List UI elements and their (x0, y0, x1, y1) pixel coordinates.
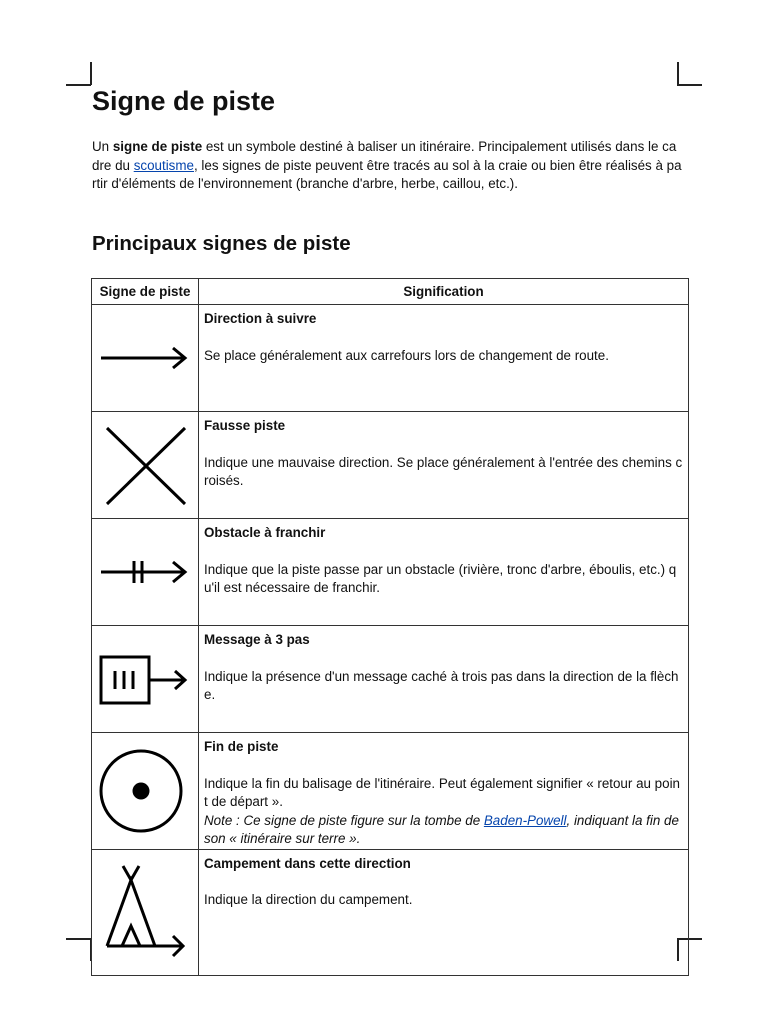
intro-term: signe de piste (112, 139, 203, 154)
sign-cell (92, 519, 199, 626)
sign-title: Campement dans cette direction (204, 855, 411, 871)
message-box-arrow-icon (95, 649, 195, 709)
sign-title: Fausse piste (204, 418, 286, 433)
table-row (92, 733, 689, 850)
table-row (92, 305, 689, 412)
signs-table (91, 278, 689, 976)
meaning-cell (199, 412, 689, 519)
table-header-row (92, 279, 689, 305)
arrow-icon (95, 338, 195, 378)
sign-description: Indique la direction du campement. (204, 892, 413, 907)
tent-arrow-icon (95, 862, 195, 962)
meaning-cell (199, 519, 689, 626)
intro-text-before: Un (92, 139, 113, 154)
sign-cell (92, 305, 199, 412)
sign-description: Se place généralement aux carrefours lors de changement de route. (204, 347, 609, 363)
crop-mark-bottom-left-h (66, 938, 91, 940)
meaning-cell (199, 733, 689, 850)
intro-text-middle: est un symbole destiné à baliser un itinéraire. Principalement utilisés dans le cadre du (92, 139, 677, 173)
crop-mark-top-right-v (677, 62, 679, 85)
meaning-cell (199, 305, 689, 412)
page-title: Signe de piste (92, 86, 276, 116)
baden-powell-link[interactable]: Baden-Powell (483, 812, 567, 828)
sign-cell (92, 849, 199, 975)
sign-cell (92, 626, 199, 733)
sign-title: Obstacle à franchir (204, 525, 326, 540)
obstacle-arrow-icon (95, 552, 195, 592)
table-row (92, 626, 689, 733)
header-sign: Signe de piste (92, 279, 199, 305)
sign-description: Indique la présence d'un message caché à trois pas dans la direction de la flèche. (204, 668, 679, 702)
note-text-before: Note : Ce signe de piste figure sur la tombe de (204, 812, 484, 828)
scoutisme-link[interactable]: scoutisme (133, 157, 194, 173)
sign-description: Indique une mauvaise direction. Se place généralement à l'entrée des chemins croisés. (204, 454, 683, 488)
sign-cell (92, 733, 199, 850)
header-meaning: Signification (199, 279, 689, 305)
sign-note (204, 812, 683, 849)
circle-dot-icon (95, 743, 195, 839)
sign-title: Message à 3 pas (204, 632, 310, 647)
sign-description: Indique que la piste passe par un obstacle (rivière, tronc d'arbre, éboulis, etc.) qu'il est nécessaire de franchir. (204, 561, 677, 595)
note-text-after: , indiquant la fin de son « itinéraire sur terre ». (204, 812, 679, 846)
cross-icon (95, 420, 195, 510)
sign-title: Direction à suivre (204, 311, 317, 326)
sign-description: Indique la fin du balisage de l'itinéraire. Peut également signifier « retour au point de départ ». (204, 775, 680, 809)
table-row (92, 849, 689, 975)
intro-paragraph (92, 138, 682, 194)
meaning-cell (199, 626, 689, 733)
sign-cell (92, 412, 199, 519)
section-title: Principaux signes de piste (92, 232, 351, 255)
crop-mark-top-left-h (66, 84, 91, 86)
meaning-cell (199, 849, 689, 975)
crop-mark-top-right-h (677, 84, 702, 86)
crop-mark-top-left-v (90, 62, 92, 85)
table-row (92, 519, 689, 626)
sign-title: Fin de piste (204, 739, 279, 754)
intro-text-after: , les signes de piste peuvent être tracés au sol à la craie ou bien être réalisés à partir d'éléments de l'environnement (branche d'arbre, herbe, caillou, etc.). (92, 157, 682, 191)
table-row (92, 412, 689, 519)
